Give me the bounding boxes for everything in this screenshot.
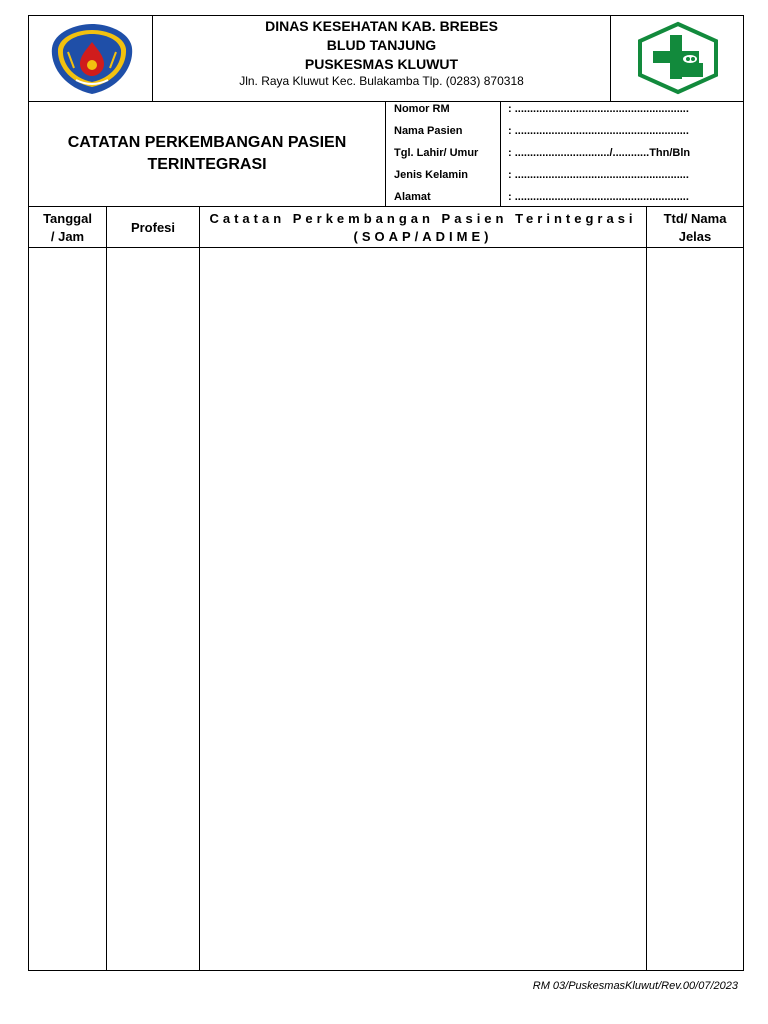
header-line-3: PUSKESMAS KLUWUT <box>304 56 459 72</box>
col-header-soap-adime: (SOAP/ADIME) <box>353 229 493 244</box>
form-title-line-1: CATATAN PERKEMBANGAN PASIEN <box>67 134 347 151</box>
form-title <box>30 132 384 176</box>
header-divider-right <box>610 15 611 101</box>
field-label-jenis-kelamin: Jenis Kelamin <box>394 169 468 181</box>
col-header-jelas: Jelas <box>678 229 712 244</box>
table-cell-catatan[interactable] <box>200 248 646 970</box>
col-header-ttd-nama <box>647 210 743 246</box>
col-header-jam: / Jam <box>50 229 85 244</box>
district-emblem-logo <box>48 22 136 96</box>
col-header-tanggal-jam <box>29 210 106 246</box>
col-header-tanggal: Tanggal <box>43 211 92 226</box>
field-value-jenis-kelamin[interactable]: : ......................................................... <box>508 169 689 181</box>
header-address: Jln. Raya Kluwut Kec. Bulakamba Tlp. (0283) 870318 <box>239 74 524 88</box>
form-bottom-line <box>28 206 744 207</box>
field-label-nama-pasien: Nama Pasien <box>394 125 463 137</box>
table-cell-ttd-nama[interactable] <box>647 248 743 970</box>
col-header-catatan-title: Catatan Perkembangan Pasien Terintegrasi <box>209 211 637 226</box>
field-value-nama-pasien[interactable]: : ......................................................... <box>508 125 689 137</box>
header-line-2: BLUD TANJUNG <box>326 37 437 53</box>
header-bottom-line <box>28 101 744 102</box>
col-header-catatan <box>200 210 646 246</box>
field-value-nomor-rm[interactable]: : ......................................................... <box>508 103 689 115</box>
field-label-nomor-rm: Nomor RM <box>394 103 450 115</box>
frame-top <box>28 15 744 16</box>
form-divider-title <box>385 101 386 207</box>
field-label-tgl-lahir: Tgl. Lahir/ Umur <box>394 147 479 159</box>
form-divider-values <box>500 101 501 207</box>
field-value-tgl-lahir[interactable]: : .............................../............Thn/Bln <box>508 147 691 159</box>
col-header-ttd: Ttd/ Nama <box>663 211 727 226</box>
frame-right <box>743 15 744 971</box>
document-code: RM 03/PuskesmasKluwut/Rev.00/07/2023 <box>532 980 738 992</box>
field-value-alamat[interactable]: : ......................................................... <box>508 191 689 203</box>
table-cell-tanggal-jam[interactable] <box>29 248 106 970</box>
header-line-1: DINAS KESEHATAN KAB. BREBES <box>265 18 498 34</box>
form-title-line-2: TERINTEGRASI <box>147 156 267 173</box>
frame-bottom <box>28 970 744 971</box>
field-label-alamat: Alamat <box>394 191 431 203</box>
table-cell-profesi[interactable] <box>107 248 199 970</box>
puskesmas-logo <box>633 21 723 95</box>
col-header-profesi: Profesi <box>130 220 176 235</box>
